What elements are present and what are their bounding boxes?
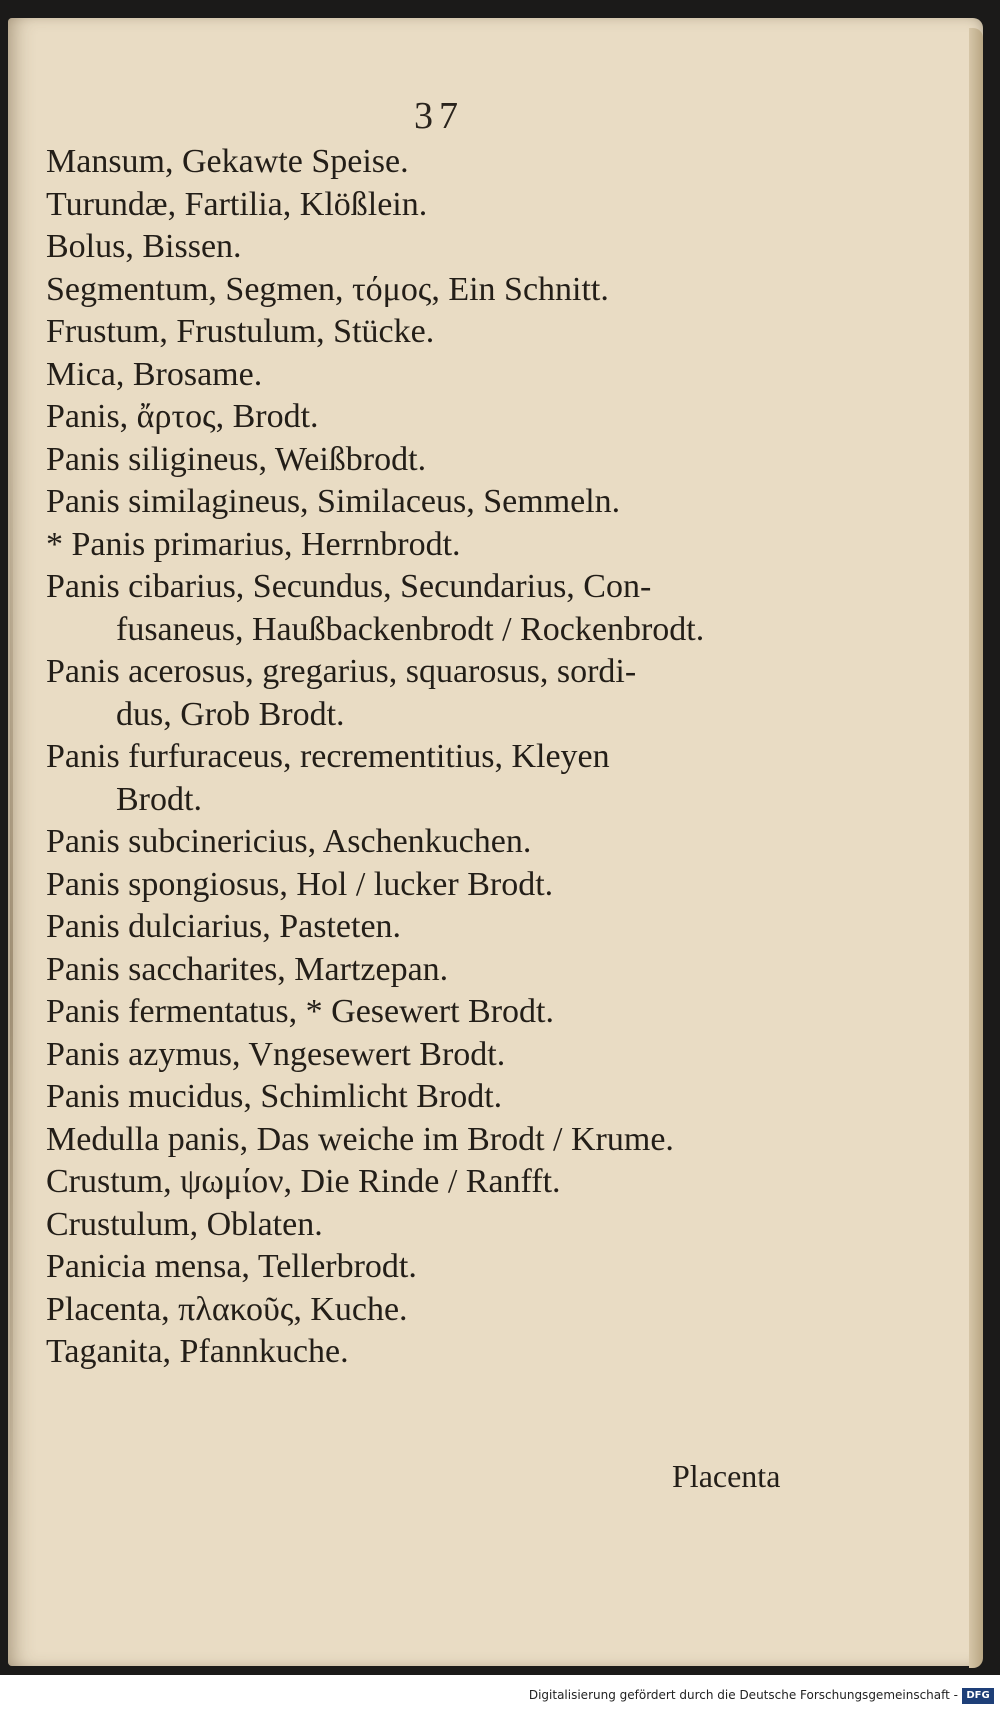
text-line: Taganita, Pfannkuche. (46, 1333, 349, 1370)
footer-bar (0, 1675, 1000, 1710)
text-line: Panis similagineus, Similaceus, Semmeln. (46, 483, 621, 520)
text-line: Panis spongiosus, Hol / lucker Brodt. (46, 865, 554, 903)
text-line: Panis subcinericius, Aschenkuchen. (46, 823, 532, 860)
text-line: Segmentum, Segmen, τόμος, Ein Schnitt. (46, 270, 609, 308)
text-line: Panis, ἄρτος, Brodt. (46, 398, 319, 435)
text-line: Panis saccharites, Martzepan. (46, 950, 449, 988)
text-line-continued: fusaneus, Haußbackenbrodt / Rockenbrodt. (116, 610, 705, 648)
text-line: Panis fermentatus, * Gesewert Brodt. (46, 993, 554, 1030)
text-line: Mansum, Gekawte Speise. (46, 143, 409, 180)
text-line: Crustum, ψωμίον, Die Rinde / Ranfft. (46, 1163, 561, 1200)
left-margin-shadow (10, 430, 13, 1530)
text-line: Panis azymus, Vngesewert Brodt. (46, 1035, 506, 1073)
text-line: Placenta, πλακοῦς, Kuche. (46, 1290, 408, 1328)
dfg-logo: DFG (962, 1688, 994, 1704)
funding-credit: Digitalisierung gefördert durch die Deutsche Forschungsgemeinschaft - (528, 1688, 958, 1702)
text-line: Panis siligineus, Weißbrodt. (46, 440, 427, 478)
text-line: Medulla panis, Das weiche im Brodt / Krume. (46, 1120, 674, 1158)
text-line: Crustulum, Oblaten. (46, 1205, 323, 1243)
text-line-continued: Brodt. (116, 780, 202, 818)
text-line: Panis acerosus, gregarius, squarosus, sordi- (46, 653, 637, 690)
text-line: Bolus, Bissen. (46, 228, 242, 265)
text-line: Panis dulciarius, Pasteten. (46, 908, 402, 945)
page-number: 37 (414, 95, 464, 137)
text-line: Panicia mensa, Tellerbrodt. (46, 1248, 417, 1285)
text-block (46, 141, 846, 1374)
text-line: Panis furfuraceus, recrementitius, Kleyen (46, 738, 610, 775)
catchword: Placenta (672, 1458, 781, 1494)
text-line-continued: dus, Grob Brodt. (116, 695, 345, 733)
text-line: Frustum, Frustulum, Stücke. (46, 313, 435, 350)
text-line: Panis cibarius, Secundus, Secundarius, Con- (46, 568, 652, 605)
text-line: Panis mucidus, Schimlicht Brodt. (46, 1078, 503, 1115)
text-line: * Panis primarius, Herrnbrodt. (46, 525, 461, 563)
text-line: Turundæ, Fartilia, Klößlein. (46, 185, 428, 223)
page-edge (969, 28, 983, 1668)
text-line: Mica, Brosame. (46, 355, 263, 393)
